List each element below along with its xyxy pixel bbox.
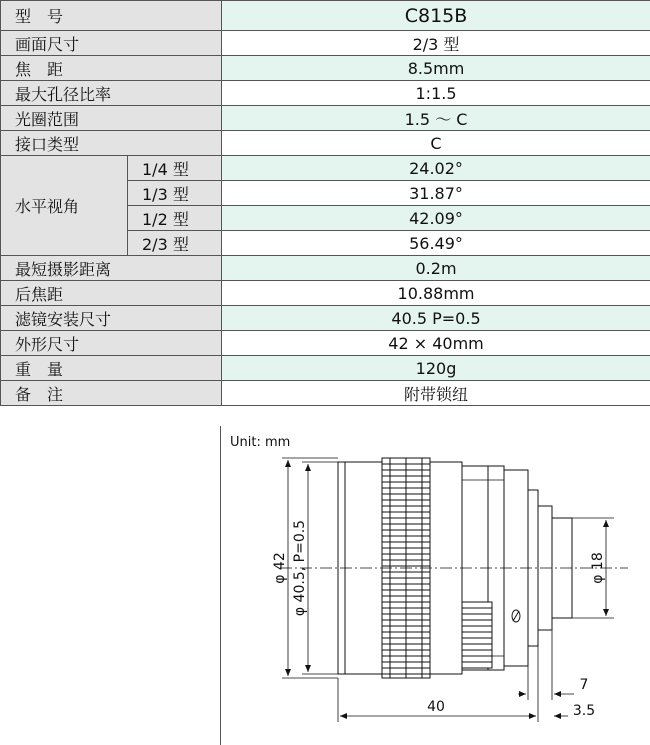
spec-label: 最大孔径比率	[1, 81, 222, 106]
model-value: C815B	[222, 1, 650, 31]
dim-filter-label: φ 40.5, P=0.5	[292, 519, 308, 617]
spec-label: 画面尺寸	[1, 31, 222, 56]
spec-row	[1, 281, 650, 306]
spec-value: 1.5 ～ C	[222, 106, 650, 131]
spec-value: 1:1.5	[222, 81, 650, 106]
lens-dimension-drawing	[222, 426, 650, 745]
dim-mount-label: φ 18	[590, 552, 606, 584]
hfov-format: 1/4 型	[128, 156, 222, 181]
spec-label: 最短摄影距离	[1, 256, 222, 281]
spec-row-model	[1, 1, 650, 31]
hfov-label: 水平视角	[1, 156, 128, 256]
unit-label: Unit: mm	[230, 435, 291, 450]
spec-label: 滤镜安装尺寸	[1, 306, 222, 331]
spec-label: 后焦距	[1, 281, 222, 306]
spec-value: C	[222, 131, 650, 156]
spec-label: 接口类型	[1, 131, 222, 156]
spec-value: 42 × 40mm	[222, 331, 650, 356]
spec-row	[1, 306, 650, 331]
hfov-value: 42.09°	[222, 206, 650, 231]
hfov-format: 1/2 型	[128, 206, 222, 231]
spec-row	[1, 131, 650, 156]
dim-7-label: 7	[579, 677, 589, 693]
spec-row	[1, 331, 650, 356]
hfov-format: 1/3 型	[128, 181, 222, 206]
spec-value: 40.5 P=0.5	[222, 306, 650, 331]
drawing-area	[0, 426, 650, 745]
spec-row	[1, 256, 650, 281]
dim-outer-diameter-label: φ 42	[272, 552, 288, 584]
spec-row	[1, 81, 650, 106]
spec-value: 附带锁纽	[222, 381, 650, 406]
hfov-row	[1, 156, 650, 181]
spec-value: 120g	[222, 356, 650, 381]
dim-length-label: 40	[427, 699, 445, 715]
spec-label: 外形尺寸	[1, 331, 222, 356]
hfov-format: 2/3 型	[128, 231, 222, 256]
model-label: 型 号	[1, 1, 222, 31]
spec-value: 0.2m	[222, 256, 650, 281]
hfov-value: 31.87°	[222, 181, 650, 206]
spec-label: 重 量	[1, 356, 222, 381]
spec-label: 备 注	[1, 381, 222, 406]
dim-7	[518, 666, 588, 700]
spec-row	[1, 381, 650, 406]
spec-label: 焦 距	[1, 56, 222, 81]
hfov-value: 24.02°	[222, 156, 650, 181]
blank-cell	[0, 426, 221, 745]
spec-row	[1, 106, 650, 131]
hfov-value: 56.49°	[222, 231, 650, 256]
spec-value: 10.88mm	[222, 281, 650, 306]
spec-row	[1, 31, 650, 56]
spec-label: 光圈范围	[1, 106, 222, 131]
spec-value: 8.5mm	[222, 56, 650, 81]
spec-row	[1, 356, 650, 381]
spec-row	[1, 56, 650, 81]
spec-value: 2/3 型	[222, 31, 650, 56]
dim-3-5-label: 3.5	[572, 703, 596, 719]
